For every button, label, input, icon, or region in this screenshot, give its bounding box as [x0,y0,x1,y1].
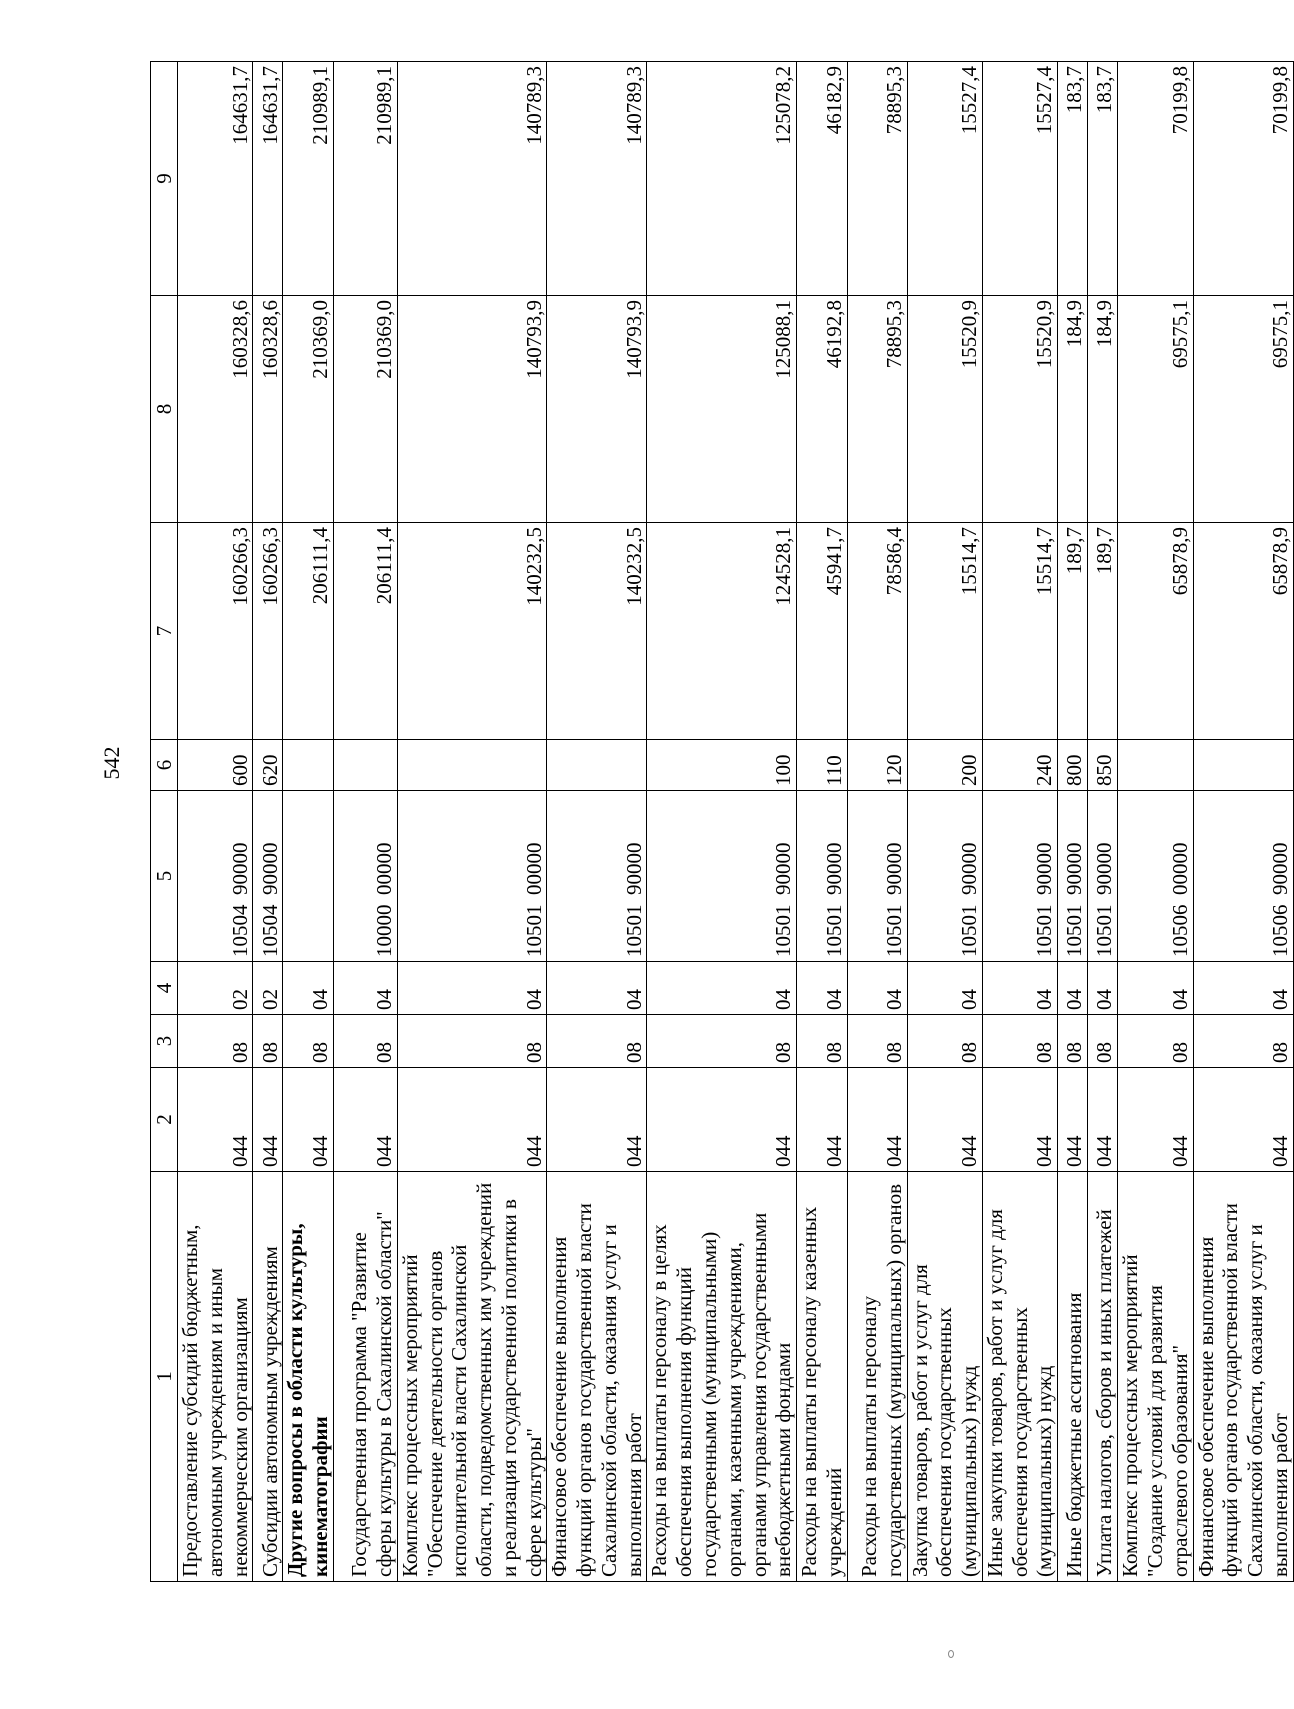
grbs-code: 044 [847,1068,907,1172]
expense-type-code [397,740,547,791]
target-article-direction: 90000 [771,842,796,895]
target-article-code [982,791,1057,962]
header-row [151,62,178,1582]
target-article-code [178,791,253,962]
amount-col-7: 206111,4 [333,523,397,740]
amount-col-9: 125078,2 [647,62,797,296]
target-article-direction: 90000 [227,842,252,895]
subsection-code: 04 [333,962,397,1015]
section-code: 08 [397,1015,547,1068]
section-code: 08 [1088,1015,1118,1068]
target-article-code [647,791,797,962]
amount-col-7: 160266,3 [178,523,253,740]
expense-type-code: 620 [253,740,283,791]
column-header-1: 1 [151,1172,178,1582]
grbs-code: 044 [982,1068,1057,1172]
amount-col-9: 46182,9 [797,62,848,296]
column-header-3: 3 [151,1015,178,1068]
target-article-program: 10501 [771,904,796,957]
amount-col-8: 160328,6 [178,296,253,523]
target-article-code [1088,791,1118,962]
target-article-code [253,791,283,962]
amount-col-7: 140232,5 [397,523,547,740]
section-code: 08 [333,1015,397,1068]
grbs-code: 044 [333,1068,397,1172]
grbs-code: 044 [797,1068,848,1172]
target-article-direction: 00000 [1167,842,1192,895]
table-row [547,62,647,1582]
page-number: 542 [99,746,124,780]
target-article-program: 10501 [621,904,646,957]
expense-type-code: 240 [982,740,1057,791]
table-row [797,62,848,1582]
section-code: 08 [178,1015,253,1068]
column-header-7: 7 [151,523,178,740]
subsection-code: 04 [547,962,647,1015]
grbs-code: 044 [178,1068,253,1172]
target-article-direction: 90000 [621,842,646,895]
table-row [1058,62,1088,1582]
subsection-code: 04 [1088,962,1118,1015]
amount-col-7: 124528,1 [647,523,797,740]
expense-type-code: 600 [178,740,253,791]
row-name: Закупка товаров, работ и услуг для обеспечения государственных (муниципальных) нужд [907,1172,982,1582]
grbs-code: 044 [1088,1068,1118,1172]
target-article-code [907,791,982,962]
grbs-code: 044 [647,1068,797,1172]
subsection-code: 02 [253,962,283,1015]
section-code: 08 [982,1015,1057,1068]
amount-col-9: 183,7 [1088,62,1118,296]
amount-col-9: 70199,8 [1118,62,1193,296]
table-row [907,62,982,1582]
target-article-code [847,791,907,962]
amount-col-7: 78586,4 [847,523,907,740]
table-row [1088,62,1118,1582]
column-header-2: 2 [151,1068,178,1172]
target-article-program: 10506 [1167,904,1192,957]
subsection-code: 04 [1118,962,1193,1015]
table-row [333,62,397,1582]
amount-col-8: 210369,0 [283,296,334,523]
section-code: 08 [797,1015,848,1068]
rotated-table-area [150,62,1292,1582]
amount-col-9: 164631,7 [253,62,283,296]
row-name: Субсидии автономным учреждениям [253,1172,283,1582]
grbs-code: 044 [1193,1068,1293,1172]
row-name: Комплекс процессных мероприятий "Обеспечение деятельности органов исполнительной власти Сахалинской области, подведомственных им учреждений и реализация государственной политики в сфере культуры" [397,1172,547,1582]
row-name: Иные закупки товаров, работ и услуг для обеспечения государственных (муниципальных) нужд [982,1172,1057,1582]
table-body [178,62,1294,1582]
section-code: 08 [647,1015,797,1068]
amount-col-9: 183,7 [1058,62,1088,296]
section-code: 08 [283,1015,334,1068]
target-article-code [547,791,647,962]
column-header-6: 6 [151,740,178,791]
grbs-code: 044 [1058,1068,1088,1172]
amount-col-8: 210369,0 [333,296,397,523]
column-header-5: 5 [151,791,178,962]
target-article-code [1058,791,1088,962]
table-row [253,62,283,1582]
target-article-direction: 00000 [372,842,397,895]
section-code: 08 [847,1015,907,1068]
target-article-program: 10501 [521,904,546,957]
table-row [982,62,1057,1582]
section-code: 08 [1193,1015,1293,1068]
expense-type-code: 800 [1058,740,1088,791]
amount-col-7: 160266,3 [253,523,283,740]
amount-col-7: 15514,7 [907,523,982,740]
target-article-program: 10504 [257,904,282,957]
row-name: Расходы на выплаты персоналу в целях обеспечения выполнения функций государственными (муниципальными) органами, казенными учреждениями, органами управления государственными внебюджетными фондами [647,1172,797,1582]
row-name: Финансовое обеспечение выполнения функций органов государственной власти Сахалинской области, оказания услуг и выполнения работ [1193,1172,1293,1582]
grbs-code: 044 [283,1068,334,1172]
expense-type-code [1118,740,1193,791]
target-article-program: 10501 [1062,904,1087,957]
target-article-direction: 90000 [1062,842,1087,895]
subsection-code: 04 [907,962,982,1015]
amount-col-8: 69575,1 [1193,296,1293,523]
amount-col-8: 15520,9 [982,296,1057,523]
target-article-direction: 90000 [257,842,282,895]
target-article-direction: 00000 [521,842,546,895]
amount-col-9: 15527,4 [982,62,1057,296]
expense-type-code: 100 [647,740,797,791]
row-name: Расходы на выплаты персоналу казенных учреждений [797,1172,848,1582]
table-row [1193,62,1293,1582]
table-row [647,62,797,1582]
expense-type-code [1193,740,1293,791]
table-row [178,62,253,1582]
amount-col-9: 78895,3 [847,62,907,296]
subsection-code: 04 [1058,962,1088,1015]
grbs-code: 044 [907,1068,982,1172]
amount-col-8: 184,9 [1058,296,1088,523]
grbs-code: 044 [253,1068,283,1172]
target-article-code [397,791,547,962]
column-header-8: 8 [151,296,178,523]
table-row [283,62,334,1582]
target-article-program: 10501 [821,904,846,957]
column-header-4: 4 [151,962,178,1015]
row-name: Государственная программа "Развитие сферы культуры в Сахалинской области" [333,1172,397,1582]
section-code: 08 [1058,1015,1088,1068]
target-article-direction: 90000 [1267,842,1292,895]
target-article-program: 10501 [957,904,982,957]
amount-col-7: 65878,9 [1193,523,1293,740]
amount-col-9: 15527,4 [907,62,982,296]
amount-col-7: 206111,4 [283,523,334,740]
grbs-code: 044 [1118,1068,1193,1172]
row-name: Комплекс процессных мероприятий "Создание условий для развития отраслевого образования" [1118,1172,1193,1582]
target-article-direction: 90000 [957,842,982,895]
subsection-code: 04 [397,962,547,1015]
amount-col-7: 15514,7 [982,523,1057,740]
amount-col-7: 140232,5 [547,523,647,740]
row-name: Предоставление субсидий бюджетным, автономным учреждениям и иным некоммерческим организациям [178,1172,253,1582]
scan-speck [948,1650,954,1658]
amount-col-9: 70199,8 [1193,62,1293,296]
target-article-program: 10506 [1267,904,1292,957]
section-code: 08 [1118,1015,1193,1068]
table-row [847,62,907,1582]
amount-col-9: 210989,1 [283,62,334,296]
target-article-code [333,791,397,962]
target-article-program: 10000 [372,904,397,957]
budget-table [150,61,1294,1582]
subsection-code: 04 [797,962,848,1015]
amount-col-8: 15520,9 [907,296,982,523]
amount-col-9: 140789,3 [547,62,647,296]
amount-col-9: 210989,1 [333,62,397,296]
target-article-program: 10504 [227,904,252,957]
expense-type-code [283,740,334,791]
target-article-code [283,791,334,962]
expense-type-code [547,740,647,791]
subsection-code: 04 [847,962,907,1015]
row-name: Другие вопросы в области культуры, кинематографии [283,1172,334,1582]
column-header-9: 9 [151,62,178,296]
amount-col-7: 45941,7 [797,523,848,740]
amount-col-8: 140793,9 [547,296,647,523]
expense-type-code: 850 [1088,740,1118,791]
table-row [1118,62,1193,1582]
row-name: Уплата налогов, сборов и иных платежей [1088,1172,1118,1582]
expense-type-code: 120 [847,740,907,791]
expense-type-code: 110 [797,740,848,791]
subsection-code: 04 [1193,962,1293,1015]
target-article-code [1118,791,1193,962]
amount-col-8: 78895,3 [847,296,907,523]
subsection-code: 04 [982,962,1057,1015]
subsection-code: 04 [283,962,334,1015]
table-row [397,62,547,1582]
amount-col-8: 125088,1 [647,296,797,523]
target-article-direction: 90000 [1032,842,1057,895]
amount-col-9: 164631,7 [178,62,253,296]
target-article-direction: 90000 [1092,842,1117,895]
row-name: Расходы на выплаты персоналу государственных (муниципальных) органов [847,1172,907,1582]
target-article-direction: 90000 [821,842,846,895]
amount-col-8: 46192,8 [797,296,848,523]
amount-col-8: 69575,1 [1118,296,1193,523]
grbs-code: 044 [397,1068,547,1172]
amount-col-8: 160328,6 [253,296,283,523]
row-name: Иные бюджетные ассигнования [1058,1172,1088,1582]
amount-col-7: 189,7 [1088,523,1118,740]
section-code: 08 [547,1015,647,1068]
section-code: 08 [907,1015,982,1068]
expense-type-code [333,740,397,791]
amount-col-7: 65878,9 [1118,523,1193,740]
amount-col-7: 189,7 [1058,523,1088,740]
subsection-code: 02 [178,962,253,1015]
section-code: 08 [253,1015,283,1068]
amount-col-9: 140789,3 [397,62,547,296]
target-article-code [1193,791,1293,962]
expense-type-code: 200 [907,740,982,791]
target-article-program: 10501 [1092,904,1117,957]
amount-col-8: 184,9 [1088,296,1118,523]
grbs-code: 044 [547,1068,647,1172]
target-article-code [797,791,848,962]
target-article-program: 10501 [1032,904,1057,957]
target-article-direction: 90000 [881,842,906,895]
target-article-program: 10501 [881,904,906,957]
row-name: Финансовое обеспечение выполнения функций органов государственной власти Сахалинской области, оказания услуг и выполнения работ [547,1172,647,1582]
subsection-code: 04 [647,962,797,1015]
amount-col-8: 140793,9 [397,296,547,523]
